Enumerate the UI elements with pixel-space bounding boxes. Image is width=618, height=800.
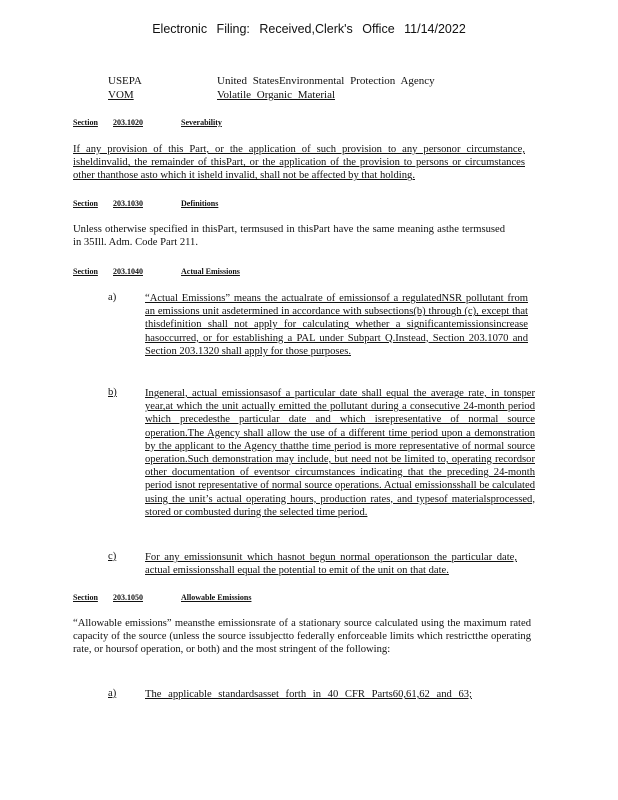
abbreviation-meanings xyxy=(217,74,435,102)
item-label-a: a) xyxy=(108,292,117,303)
section-heading-1030: Section 203.1030 Definitions xyxy=(73,199,219,208)
meaning-vom: Volatile Organic Material xyxy=(217,89,336,101)
severability-paragraph: If any provision of this Part, or the application of such provision to any personor circumstance, isheldinvalid, the remainder of thisPart, or the application of the provision to persons or circumstances other thanthose asto which it isheld invalid, shall not be affected by that holding. xyxy=(73,144,525,182)
section-heading-1020: Section 203.1020 Severability xyxy=(73,118,222,127)
allowable-item-label-a: a) xyxy=(108,688,117,699)
actual-emissions-item-b: Ingeneral, actual emissionsasof a particular date shall equal the average rate, in tonsper year,at which the unit actually emitted the pollutant during a consecutive 24-month period which precedesthe particular date and which isrepresentative of normal source operation.The Agency shall allow the use of a different time period upon a demonstration by the applicant to the Agency thatthe time period is more representative of normal source operation.Such demonstration may include, but need not be limited to, operating recordsor other documentation of eventsor circumstances indicating that the preceding 24-month period isnot representative of normal source operations. Actual emissionsshall be calculated using the unit’s actual operating hours, production rates, and typesof materialsprocessed, stored or combusted during the selected time period. xyxy=(145,388,535,518)
item-label-b: b) xyxy=(108,387,117,398)
allowable-emissions-item-a: The applicable standardsasset forth in 40 CFR Parts60,61,62 and 63; xyxy=(145,689,472,700)
meaning-usepa: United StatesEnvironmental Protection Agency xyxy=(217,75,435,87)
definitions-paragraph: Unless otherwise specified in thisPart, termsused in thisPart have the same meaning asthe termsused in 35Ill. Adm. Code Part 211. xyxy=(73,224,505,249)
term-usepa: USEPA xyxy=(108,75,142,87)
item-label-c: c) xyxy=(108,551,117,562)
abbreviation-terms xyxy=(108,74,142,102)
actual-emissions-item-c: For any emissionsunit which hasnot begun normal operationson the particular date, actual emissionsshall equal the potential to emit of the unit on that date. xyxy=(145,552,517,577)
section-heading-1050: Section 203.1050 Allowable Emissions xyxy=(73,593,252,602)
actual-emissions-item-a: “Actual Emissions” means the actualrate of emissionsof a regulatedNSR pollutant from an emissions unit asdetermined in accordance with subsections(b) through (c), except that thisdefinition shall not apply for calculating whether a significantemissionsincrease hasoccurred, or for establishing a PAL under Subpart Q.Instead, Section 203.1070 and Section 203.1320 shall apply for those purposes. xyxy=(145,293,528,357)
term-vom: VOM xyxy=(108,89,134,101)
section-heading-1040: Section 203.1040 Actual Emissions xyxy=(73,267,240,276)
allowable-emissions-paragraph: “Allowable emissions” meansthe emissionsrate of a stationary source calculated using the maximum rated capacity of the source (unless the source issubjectto federally enforceable limits which restrictthe operating rate, or hoursof operation, or both) and the most stringent of the following: xyxy=(73,618,531,656)
filing-header: Electronic Filing: Received,Clerk's Office 11/14/2022 xyxy=(152,22,466,36)
